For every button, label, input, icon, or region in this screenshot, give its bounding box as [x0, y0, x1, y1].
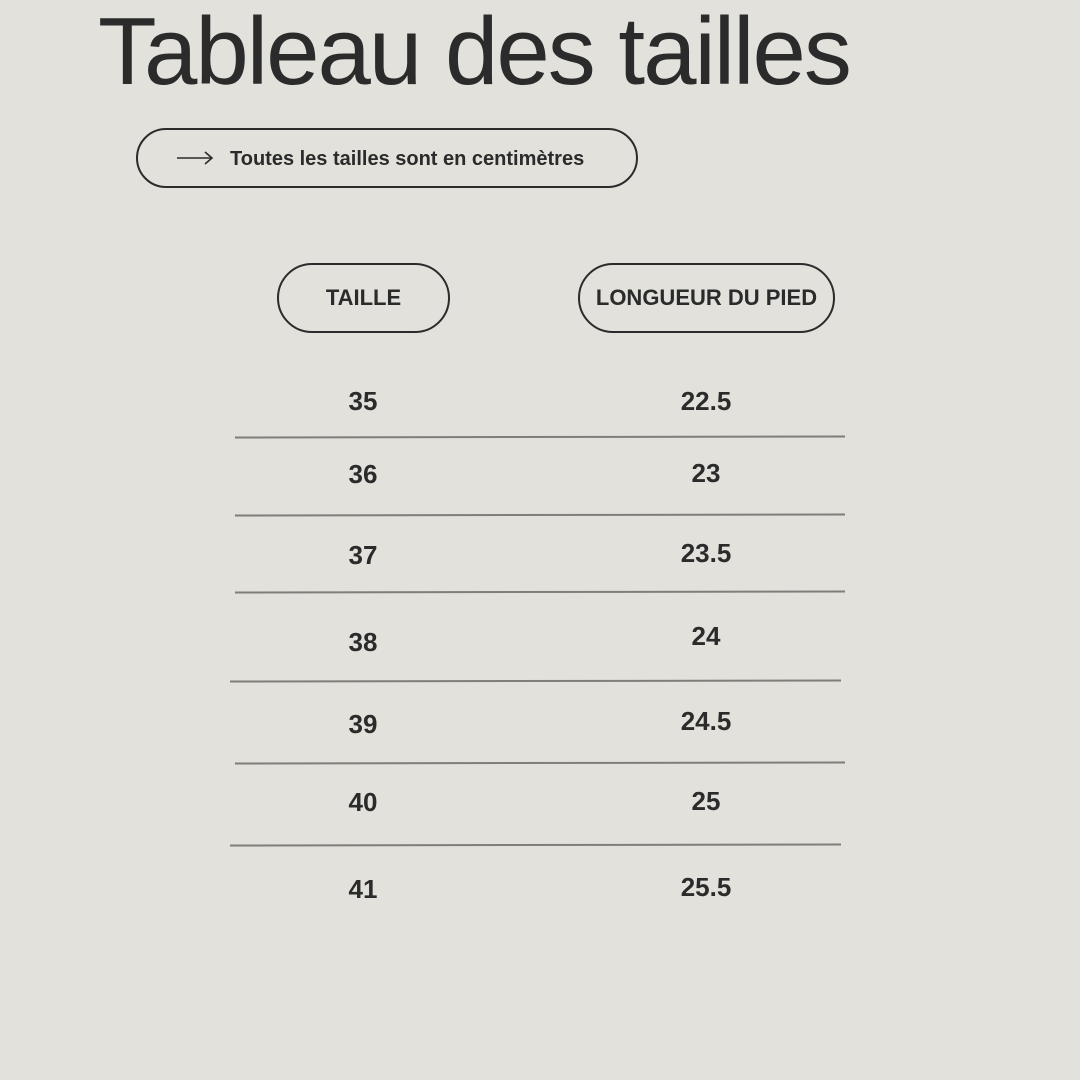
page-title: Tableau des tailles — [98, 0, 850, 105]
foot-length-cell: 24.5 — [680, 706, 732, 736]
row-divider — [230, 679, 841, 682]
foot-length-cell: 23.5 — [680, 538, 732, 568]
row-divider — [235, 435, 845, 438]
size-cell: 38 — [348, 627, 378, 657]
foot-length-cell: 25 — [691, 786, 721, 816]
column-header-foot-length: LONGUEUR DU PIED — [578, 263, 835, 333]
size-cell: 37 — [348, 540, 378, 570]
row-divider — [235, 590, 845, 593]
column-header-size: TAILLE — [277, 263, 450, 333]
foot-length-cell: 22.5 — [680, 386, 732, 416]
units-note-text: Toutes les tailles sont en centimètres — [230, 148, 585, 170]
foot-length-cell: 23 — [691, 458, 721, 488]
row-divider — [230, 843, 841, 846]
size-cell: 41 — [348, 874, 378, 904]
row-divider — [235, 761, 845, 764]
size-cell: 39 — [348, 709, 378, 739]
row-divider — [235, 513, 845, 516]
size-cell: 40 — [348, 787, 378, 817]
size-cell: 36 — [348, 459, 378, 489]
foot-length-cell: 25.5 — [680, 872, 732, 902]
arrow-right-icon — [176, 148, 216, 168]
foot-length-cell: 24 — [691, 621, 721, 651]
units-note — [136, 128, 638, 188]
size-cell: 35 — [348, 386, 378, 416]
